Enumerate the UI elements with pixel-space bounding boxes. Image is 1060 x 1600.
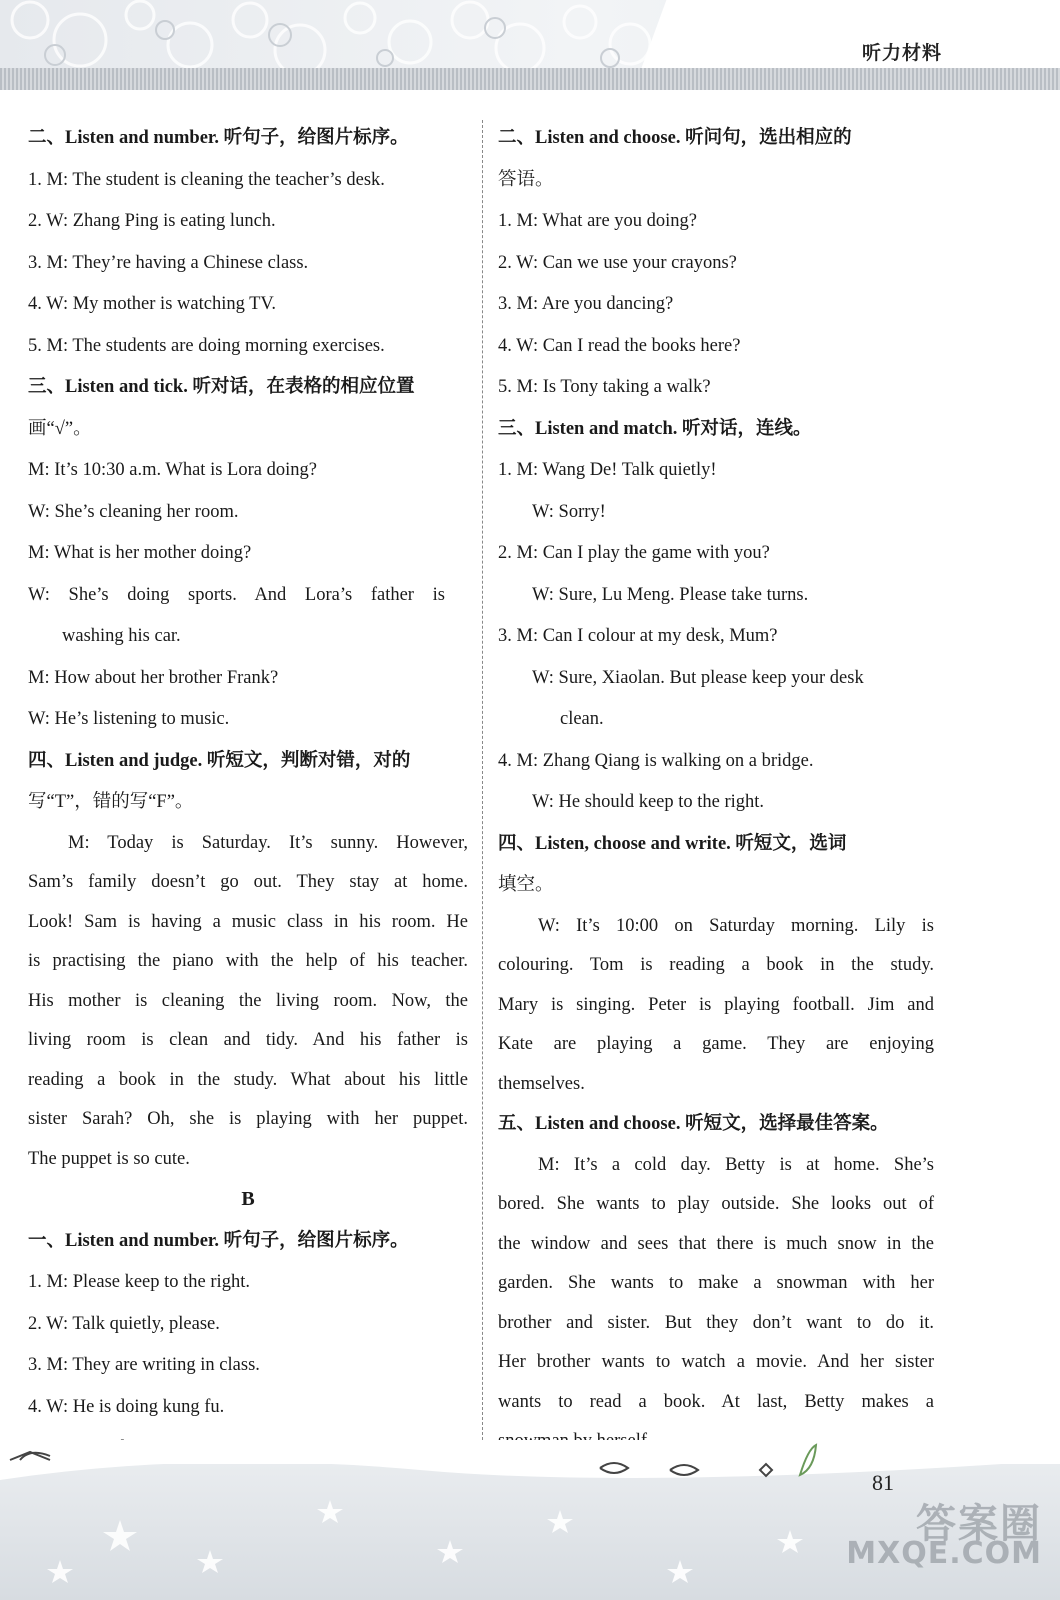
section-heading-cont: 画“√”。: [28, 418, 92, 439]
list-item: 4. W: Can I read the books here?: [498, 335, 741, 356]
dialogue-line: W: Sorry!: [532, 501, 606, 522]
header-circle-pattern: [0, 0, 700, 72]
right-column: [498, 118, 934, 1462]
column-divider: [482, 120, 483, 1440]
dialogue-line: washing his car.: [62, 626, 181, 646]
dialogue-line: 4. M: Zhang Qiang is walking on a bridge.: [498, 750, 814, 771]
footer-decoration: [0, 1440, 1060, 1600]
list-item: 5. M: Is Tony taking a walk?: [498, 377, 711, 397]
list-item: 2. W: Talk quietly, please.: [28, 1313, 220, 1334]
dialogue-line: M: How about her brother Frank?: [28, 667, 279, 688]
dialogue-line: M: It’s 10:30 a.m. What is Lora doing?: [28, 460, 317, 480]
passage-line: wants to read a book. At last, Betty makes a: [498, 1391, 934, 1412]
section-heading-cont: 填空。: [498, 875, 554, 895]
passage-line: the window and sees that there is much snow in the: [498, 1233, 934, 1254]
section-heading-cont: 写“T”，错的写“F”。: [28, 792, 194, 812]
passage-line: themselves.: [498, 1073, 585, 1094]
dialogue-line: 1. M: Wang De! Talk quietly!: [498, 460, 717, 480]
passage-line: Her brother wants to watch a movie. And her sister: [498, 1352, 934, 1372]
passage-line: colouring. Tom is reading a book in the study.: [498, 955, 934, 975]
header-stripe-bar: [0, 68, 1060, 90]
list-item: 2. W: Zhang Ping is eating lunch.: [28, 211, 276, 231]
list-item: 3. M: Are you dancing?: [498, 294, 674, 314]
dialogue-line: M: What is her mother doing?: [28, 543, 252, 563]
section-heading: 三、Listen and match. 听对话，连线。: [498, 418, 812, 439]
passage-line: Kate are playing a game. They are enjoying: [498, 1034, 934, 1054]
list-item: 3. M: They’re having a Chinese class.: [28, 252, 309, 273]
dialogue-line: clean.: [560, 709, 604, 729]
section-heading-cont: 答语。: [498, 169, 554, 190]
dialogue-line: W: He should keep to the right.: [532, 792, 765, 812]
section-heading: 三、Listen and tick. 听对话，在表格的相应位置: [28, 377, 415, 397]
passage-line: living room is clean and tidy. And his father is: [28, 1030, 468, 1050]
list-item: 2. W: Can we use your crayons?: [498, 252, 737, 273]
dialogue-line: 3. M: Can I colour at my desk, Mum?: [498, 626, 778, 646]
list-item: 5. M: The students are doing morning exercises.: [28, 335, 385, 356]
passage-line: bored. She wants to play outside. She looks out of: [498, 1194, 934, 1214]
section-heading: 二、Listen and choose. 听问句，选出相应的: [498, 128, 852, 148]
header-title: 听力材料: [861, 42, 942, 64]
passage-line: garden. She wants to make a snowman with her: [498, 1273, 934, 1293]
header-title-panel: [640, 0, 1060, 72]
passage-line: W: It’s 10:00 on Saturday morning. Lily is: [538, 915, 934, 936]
list-item: 3. M: They are writing in class.: [28, 1355, 260, 1375]
passage-line: Sam’s family doesn’t go out. They stay at home.: [28, 872, 468, 892]
section-heading: 四、Listen and judge. 听短文，判断对错，对的: [28, 750, 411, 771]
page-number: 81: [872, 1470, 894, 1495]
passage-line: brother and sister. But they don’t want to do it.: [498, 1312, 934, 1333]
passage-line: M: It’s a cold day. Betty is at home. She’s: [538, 1154, 934, 1175]
passage-line: The puppet is so cute.: [28, 1148, 190, 1169]
watermark-cn: 答案圈: [916, 1501, 1042, 1547]
watermark-logo: [846, 1492, 1042, 1571]
section-heading: 五、Listen and choose. 听短文，选择最佳答案。: [498, 1114, 889, 1134]
list-item: 1. M: The student is cleaning the teacher’s desk.: [28, 169, 385, 190]
passage-line: reading a book in the study. What about his little: [28, 1069, 468, 1090]
section-heading: 一、Listen and number. 听句子，给图片标序。: [28, 1230, 409, 1251]
dialogue-line: W: He’s listening to music.: [28, 709, 230, 729]
passage-line: is practising the piano with the help of his teacher.: [28, 951, 468, 971]
page-header: [0, 0, 1060, 92]
page-footer: [0, 1440, 1060, 1600]
section-heading: 四、Listen, choose and write. 听短文，选词: [498, 833, 847, 854]
passage-line: Look! Sam is having a music class in his room. He: [28, 911, 468, 932]
passage: [28, 824, 468, 1180]
watermark-en: MXQE.COM: [846, 1536, 1042, 1571]
dialogue-line: 2. M: Can I play the game with you?: [498, 543, 770, 563]
dialogue-line: W: Sure, Xiaolan. But please keep your desk: [532, 667, 864, 688]
left-column: [28, 118, 468, 1470]
list-item: 1. M: What are you doing?: [498, 211, 698, 231]
part-b-title: B: [241, 1188, 255, 1210]
passage: [498, 907, 934, 1105]
list-item: 4. W: My mother is watching TV.: [28, 294, 277, 314]
dialogue-line: W: Sure, Lu Meng. Please take turns.: [532, 584, 809, 605]
passage-line: M: Today is Saturday. It’s sunny. However,: [68, 832, 468, 853]
list-item: 4. W: He is doing kung fu.: [28, 1396, 225, 1417]
section-heading: 二、Listen and number. 听句子，给图片标序。: [28, 128, 409, 148]
passage-line: sister Sarah? Oh, she is playing with her puppet.: [28, 1109, 468, 1129]
passage-line: Mary is singing. Peter is playing football. Jim and: [498, 994, 934, 1015]
passage-line: His mother is cleaning the living room. Now, the: [28, 990, 468, 1011]
dialogue-line: W: She’s cleaning her room.: [28, 501, 239, 522]
passage: [498, 1146, 934, 1462]
dialogue-line: W: She’s doing sports. And Lora’s father is: [28, 584, 445, 605]
list-item: 1. M: Please keep to the right.: [28, 1272, 250, 1292]
